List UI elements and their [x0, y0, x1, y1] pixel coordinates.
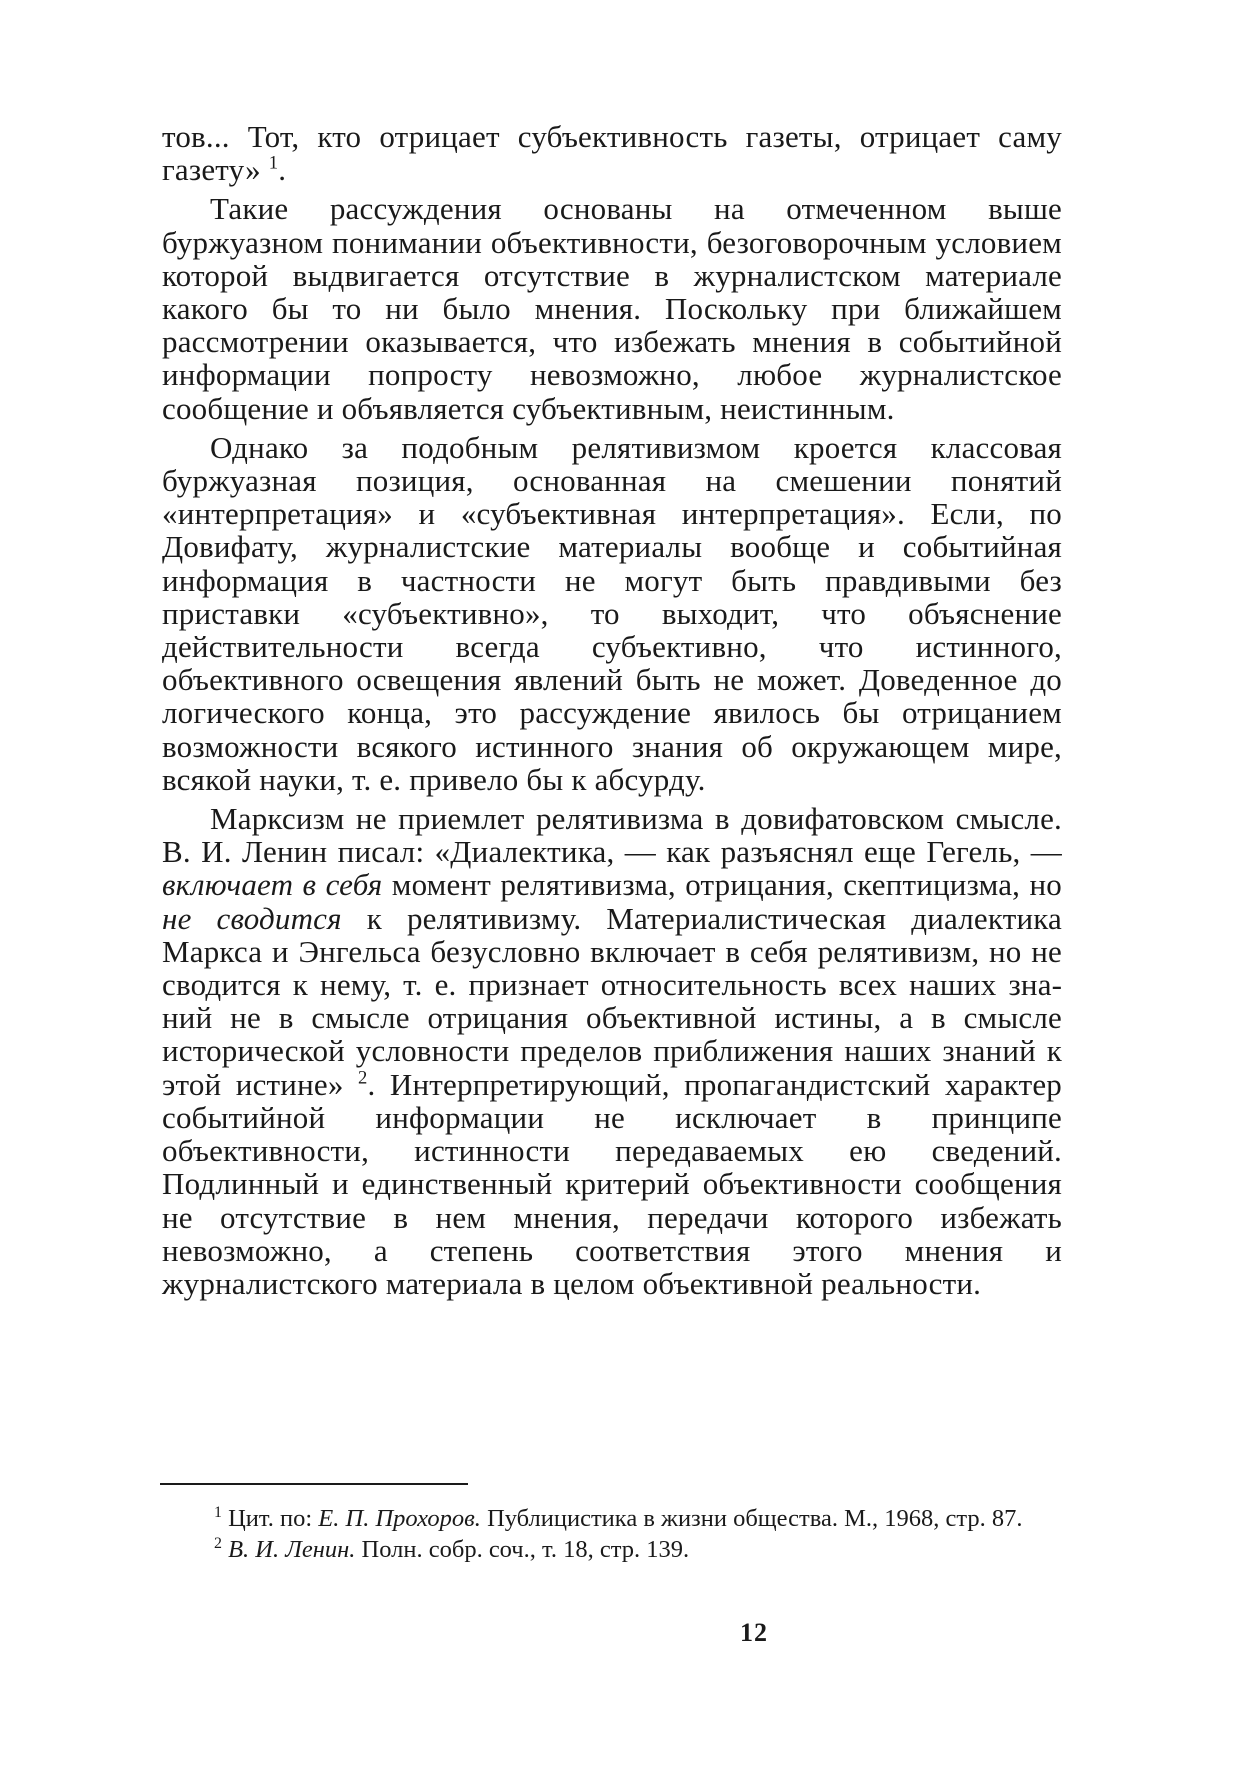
footnote-2	[162, 1534, 1062, 1565]
footnote-1-prefix: Цит. по:	[228, 1505, 313, 1532]
paragraph-4-part-1: Марксизм не приемлет релятивизма в довифатовском смысле. В. И. Ленин писал: «Диалектика, — как разъяснял еще Гегель, —	[162, 801, 1062, 870]
paragraph-4-part-3: к релятивизму. Материалистическая диалектика Маркса и Энгельса безусловно включает в себя релятивизм, но не сводится к нему, т. е. признает относительность всех наших знаний не в смысле отрицания объективной истины, а в смысле исторической условности пределов приближения наших знаний к этой истине»	[162, 900, 1062, 1102]
paragraph-1	[162, 120, 1062, 186]
footnote-1-author: Е. П. Прохоров.	[318, 1505, 481, 1532]
paragraph-4-part-2: момент релятивизма, отрицания, скептицизма, но	[391, 867, 1063, 903]
paragraph-4	[162, 802, 1062, 1300]
footnote-ref-1[interactable]: 1	[268, 152, 279, 174]
footnote-divider	[160, 1483, 468, 1485]
emphasis-includes: включает в себя	[162, 867, 383, 903]
page-number: 12	[740, 1618, 768, 1647]
footnote-2-marker: 2	[214, 1534, 222, 1552]
paragraph-3: Однако за подобным релятивизмом кроется классовая буржуазная позиция, основанная на смешении понятий «интерпретация» и «субъективная интерпретация». Если, по Довифату, журналистские материалы вообще и событийная информация в частности не могут быть правдивыми без приставки «субъективно», то выходит, что объяснение действительности всегда субъективно, что истинного, объективного освещения явлений быть не может. Доведенное до логического конца, это рассуждение явилось бы отрицанием возможности всякого истинного знания об окружающем мире, всякой науки, т. е. привело бы к абсурду.	[162, 429, 1062, 797]
footnote-1-source: Публицистика в жизни общества. М., 1968, стр. 87.	[487, 1505, 1023, 1532]
paragraph-1-tail: .	[278, 152, 287, 188]
emphasis-not-reduced: не сводится	[162, 900, 342, 936]
paragraph-1-text: тов... Тот, кто отрицает субъективность газеты, отрицает саму газету»	[162, 119, 1062, 188]
footnote-ref-2[interactable]: 2	[358, 1067, 368, 1089]
main-text	[162, 120, 1062, 1300]
paragraph-4-part-4: . Интерпретирующий, пропагандистский характер событийной информации не исключает в принципе объективности, истинности передаваемых ею сведений. Подлинный и единственный критерий объективности сообщения не отсутствие в нем мнения, передачи которого избежать невозможно, а степень соответствия этого мнения и журналистского материала в целом объективной реальности.	[162, 1066, 1062, 1301]
footnote-1	[162, 1503, 1062, 1534]
footnotes	[162, 1503, 1062, 1565]
footnote-2-author: В. И. Ленин.	[228, 1536, 356, 1563]
footnote-1-marker: 1	[214, 1503, 222, 1521]
paragraph-2: Такие рассуждения основаны на отмеченном выше буржуазном понимании объективности, безоговорочным условием которой выдвигается отсутствие в журналистском материале какого бы то ни было мнения. Поскольку при ближайшем рассмотрении оказывается, что избежать мнения в событийной информации попросту невозможно, любое журналистское сообщение и объявляется субъективным, неистинным.	[162, 191, 1062, 426]
footnote-2-source: Полн. собр. соч., т. 18, стр. 139.	[361, 1536, 690, 1563]
